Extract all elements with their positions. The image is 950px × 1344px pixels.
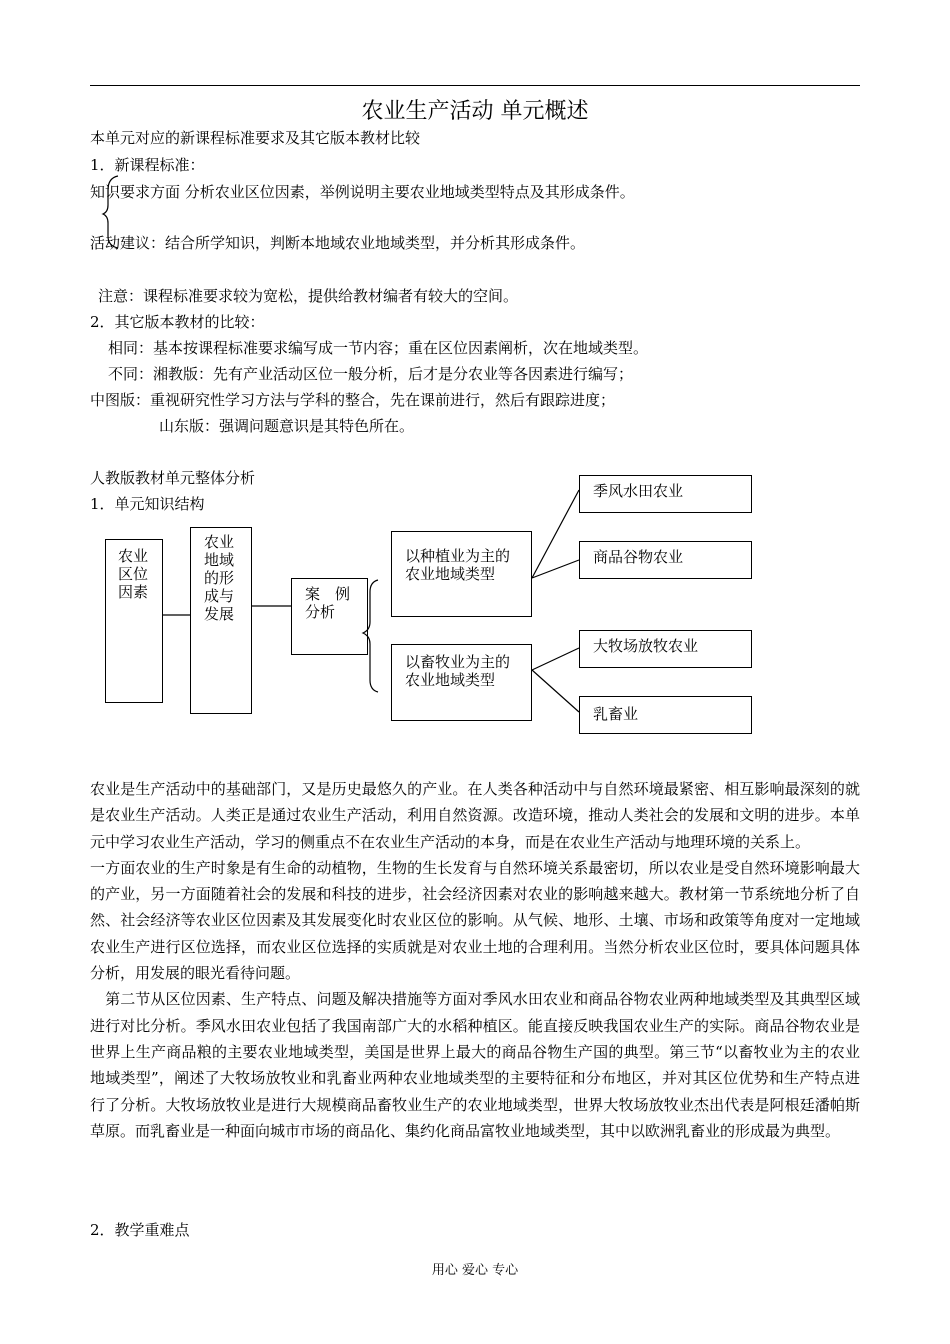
section2-heading: 2．其它版本教材的比较： [90,313,265,331]
comparison-zhongtu: 中图版：重视研究性学习方法与学科的整合，先在课前进行，然后有跟踪进度； [90,391,616,409]
activity-suggestion: 活动建议：结合所学知识，判断本地域农业地域类型，并分析其形成条件。 [90,234,586,252]
standard-note: 注意：课程标准要求较为宽松，提供给教材编者有较大的空间。 [98,287,519,305]
knowledge-requirement: 知识要求方面 分析农业区位因素，举例说明主要农业地域类型特点及其形成条件。 [90,183,635,201]
teaching-points-heading: 2．教学重难点 [90,1221,190,1239]
comparison-same: 相同：基本按课程标准要求编写成一节内容；重在区位因素阐析，次在地域类型。 [108,339,649,357]
body-text [90,776,860,1144]
paragraph-3: 第二节从区位因素、生产特点、问题及解决措施等方面对季风水田农业和商品谷物农业两种地域类型及其典型区域进行对比分析。季风水田农业包括了我国南部广大的水稻种植区。能直接反映我国农业生产的实际。商品谷物农业是世界上生产商品粮的主要农业地域类型，美国是世界上最大的商品谷物生产国的典型。第三节“以畜牧业为主的农业地域类型”，阐述了大牧场放牧业和乳畜业两种农业地域类型的主要特征和分布地区，并对其区位优势和生产特点进行了分析。大牧场放牧业是进行大规模商品畜牧业生产的农业地域类型，世界大牧场放牧业杰出代表是阿根廷潘帕斯草原。而乳畜业是一种面向城市市场的商品化、集约化商品富牧业地域类型，其中以欧洲乳畜业的形成最为典型。 [90,990,860,1140]
box-livestock-type: 以畜牧业为主的农业地域类型 [391,644,532,721]
comparison-shandong: 山东版：强调问题意识是其特色所在。 [159,417,415,435]
comparison-diff: 不同：湘教版：先有产业活动区位一般分析，后才是分农业等各因素进行编写； [108,365,634,383]
structure-heading: 1．单元知识结构 [90,495,205,513]
box-monsoon-rice: 季风水田农业 [579,475,752,513]
paragraph-1: 农业是生产活动中的基础部门，又是历史最悠久的产业。在人类各种活动中与自然环境最紧密、相互影响最深刻的就是农业生产活动。人类正是通过农业生产活动，利用自然资源。改造环境，推动人类社会的发展和文明的进步。本单元中学习农业生产活动，学习的侧重点不在农业生产活动的本身，而是在农业生产活动与地理环境的关系上。 [90,780,860,851]
page-title: 农业生产活动 单元概述 [361,99,589,124]
box-agricultural-factors: 农业区位因素 [105,539,163,703]
connector-livestock-ranch [532,648,579,670]
box-case-analysis: 案 例分析 [291,578,368,655]
connector-planting-rice [532,490,579,578]
analysis-heading: 人教版教材单元整体分析 [90,469,256,487]
intro-heading: 本单元对应的新课程标准要求及其它版本教材比较 [90,129,421,147]
connector-planting-grain [532,560,579,578]
box-region-formation: 农业地域的形成与发展 [190,527,252,714]
box-commercial-grain: 商品谷物农业 [579,541,752,579]
box-ranch-grazing: 大牧场放牧农业 [579,630,752,668]
box-planting-type: 以种植业为主的农业地域类型 [391,531,532,617]
connector-livestock-dairy [532,670,579,712]
section1-heading: 1．新课程标准： [90,156,205,174]
page-footer: 用心 爱心 专心 [431,1263,519,1278]
box-dairy: 乳畜业 [579,696,752,734]
paragraph-2: 一方面农业的生产时象是有生命的动植物，生物的生长发育与自然环境关系最密切，所以农业是受自然环境影响最大的产业，另一方面随着社会的发展和科技的进步，社会经济因素对农业的影响越来越大。教材第一节系统地分析了自然、社会经济等农业区位因素及其发展变化时农业区位的影响。从气候、地形、土壤、市场和政策等角度对一定地域农业生产进行区位选择，而农业区位选择的实质就是对农业土地的合理利用。当然分析农业区位时，要具体问题具体分析，用发展的眼光看待问题。 [90,858,860,983]
